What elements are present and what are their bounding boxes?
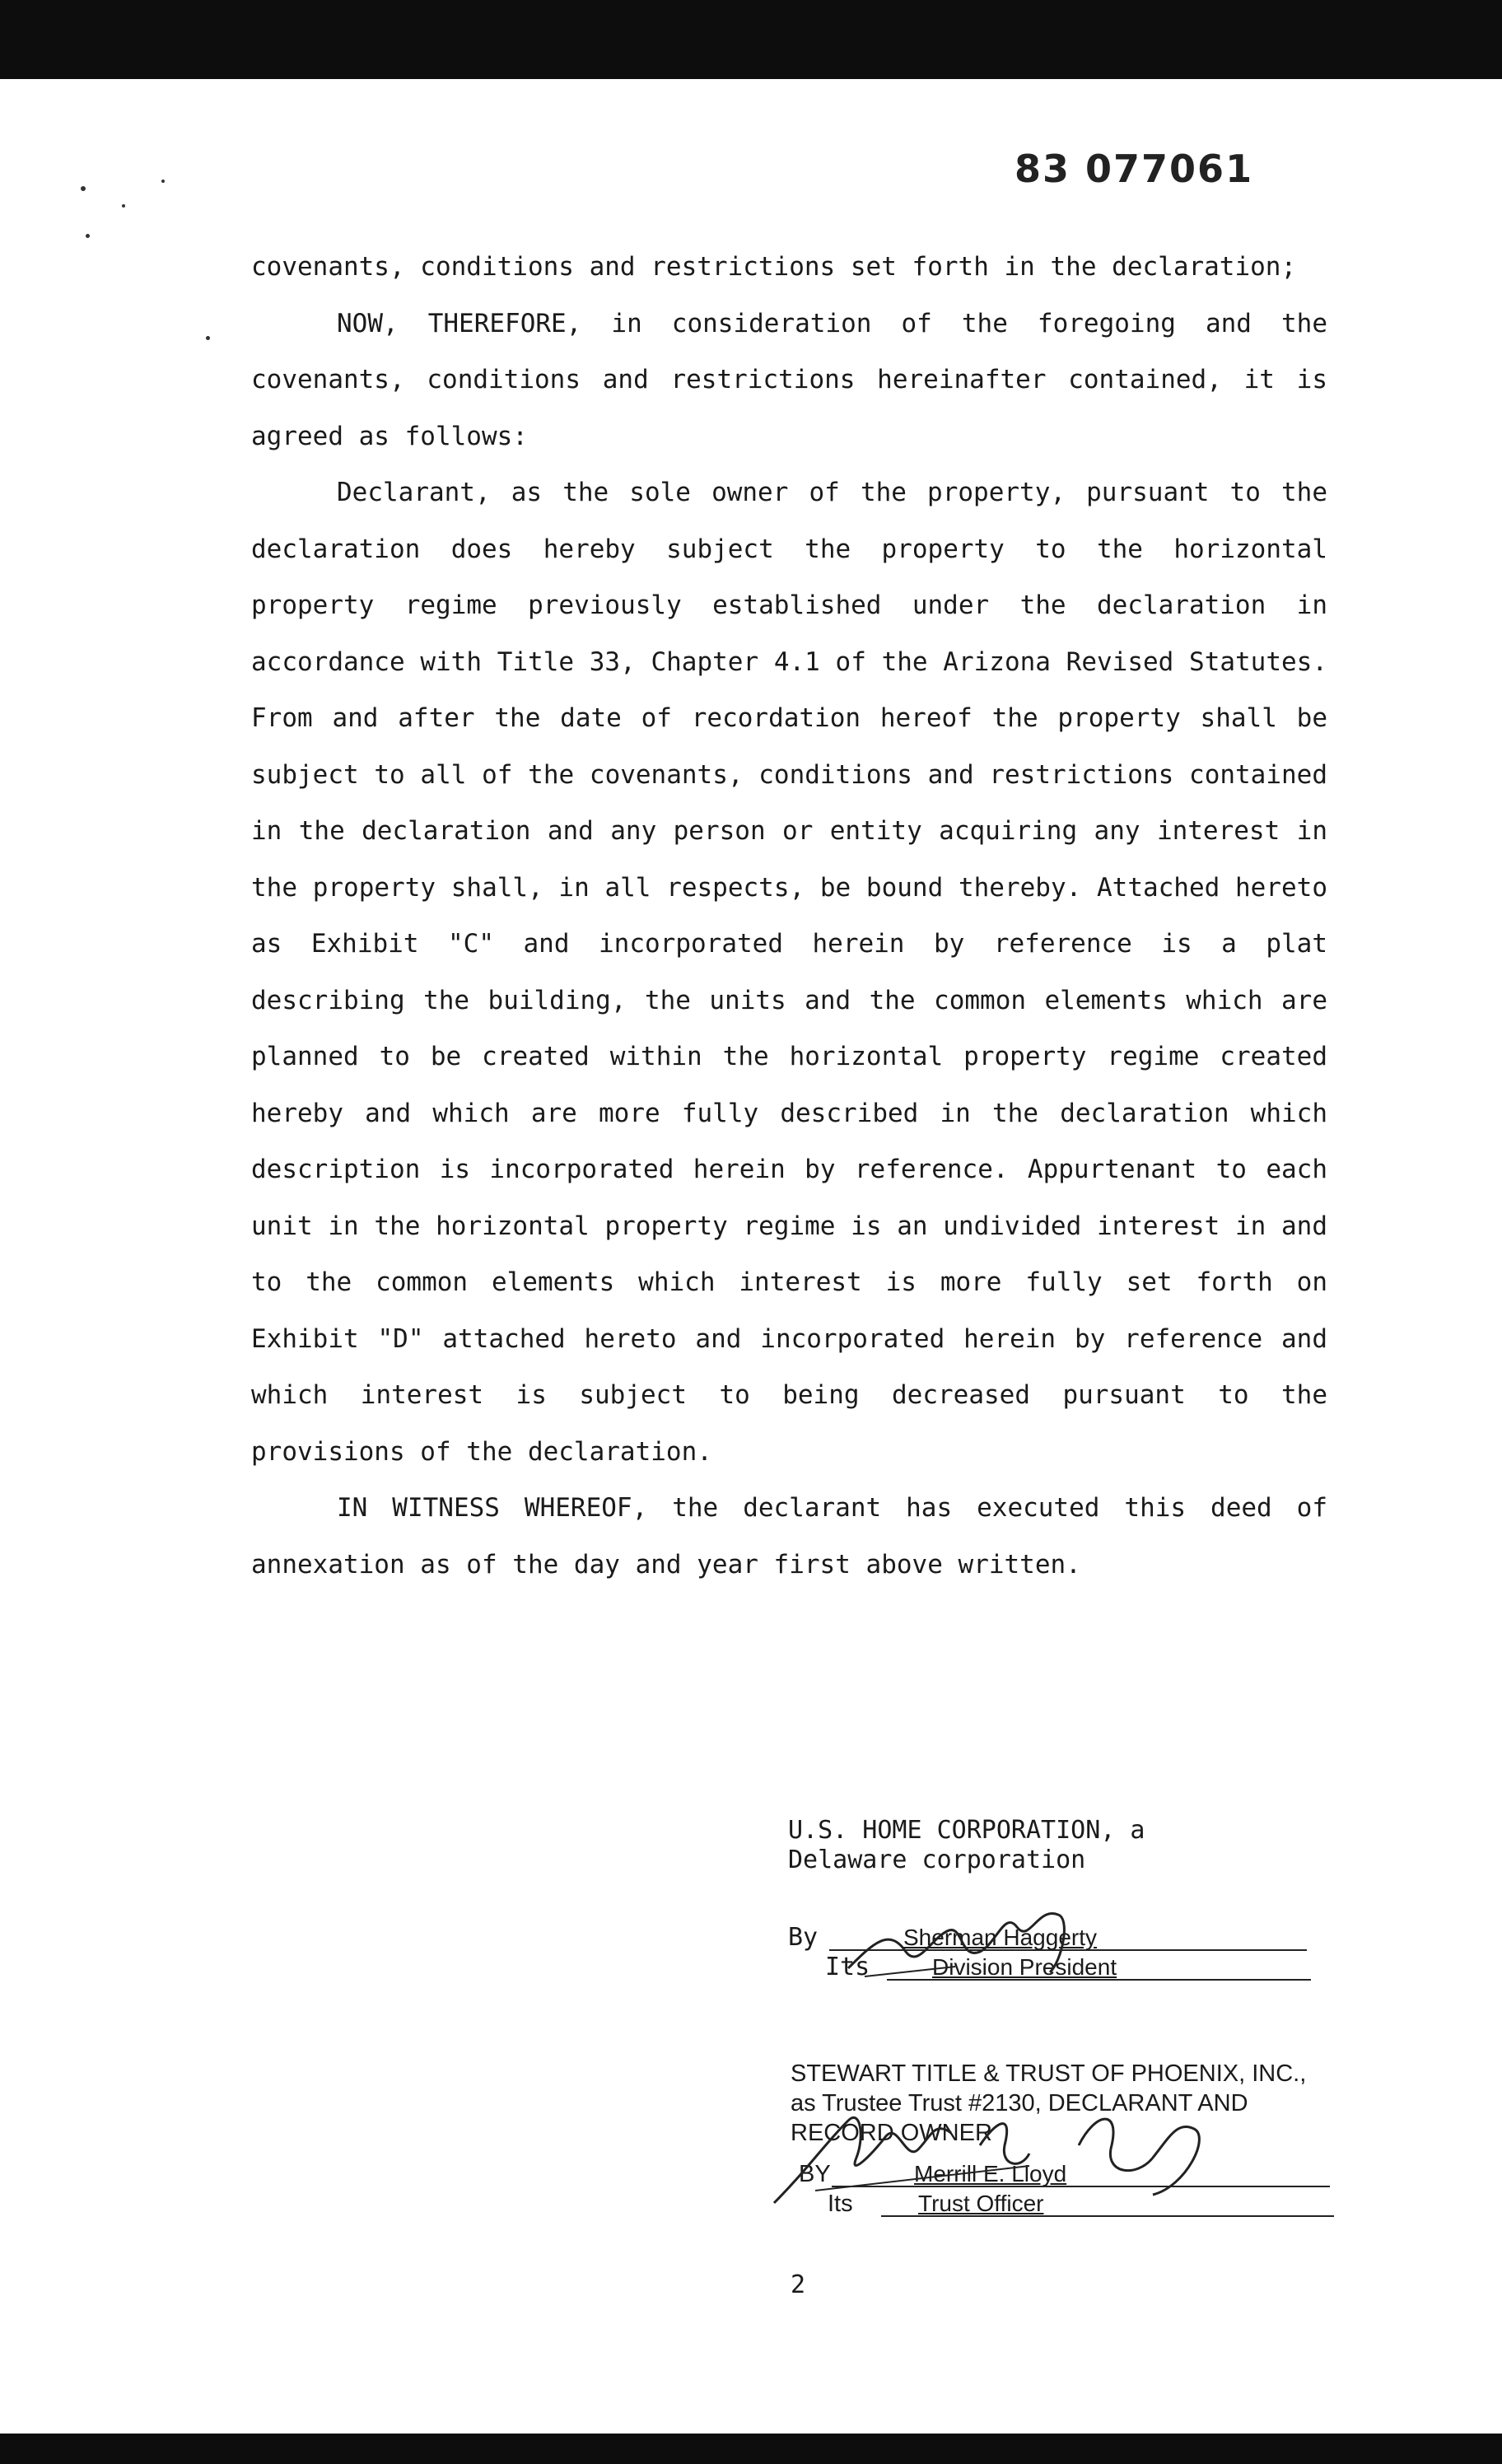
by-label: BY (799, 2161, 831, 2187)
scan-border-bottom (0, 2434, 1502, 2464)
signature-scribble (840, 1894, 1087, 1985)
paragraph: covenants, conditions and restrictions set forth in the declaration; (251, 252, 1297, 282)
scan-speck (81, 186, 86, 191)
document-body (251, 239, 1327, 1593)
signer-name: Sherman Haggerty (903, 1925, 1098, 1950)
trustee-name: STEWART TITLE & TRUST OF PHOENIX, INC., (791, 2060, 1307, 2087)
paragraph: Declarant, as the sole owner of the property, pursuant to the declaration does hereby subject the property to the horizontal property regime previously established under the declaration in accordance with Title 33, Chapter 4.1 of the Arizona Revised Statutes. From and after the date of recordation hereof the property shall be subject to all of the covenants, conditions and restrictions contained in the declaration and any person or entity acquiring any interest in the property shall, in all respects, be bound thereby. Attached hereto as Exhibit "C" and incorporated herein by reference is a plat describing the building, the units and the common elements which are planned to be created within the horizontal property regime created hereby and which are more fully described in the declaration which description is incorporated herein by reference. Appurtenant to each unit in the horizontal property regime is an undivided interest in and to the common elements which interest is more fully set forth on Exhibit "D" attached hereto and incorporated herein by reference and which interest is subject to being decreased pursuant to the provisions of the declaration. (251, 478, 1327, 1467)
its-label: Its (828, 2191, 853, 2217)
scan-speck (122, 204, 125, 208)
document-number: 83 077061 (1015, 147, 1254, 191)
scan-speck (206, 336, 210, 340)
company-name: U.S. HOME CORPORATION, a (788, 1816, 1145, 1845)
paragraph: NOW, THEREFORE, in consideration of the foregoing and the covenants, conditions and restrictions hereinafter contained, it is agreed as follows: (251, 308, 1327, 451)
trustee-role: RECORD OWNER (791, 2120, 992, 2146)
signer-title: Division President (932, 1954, 1117, 1980)
signature-scribble (766, 2088, 1243, 2211)
page-number: 2 (791, 2270, 806, 2299)
scan-speck (86, 234, 90, 238)
trustee-capacity: as Trustee Trust #2130, DECLARANT AND (791, 2090, 1248, 2116)
by-label: By (788, 1923, 819, 1952)
scan-border-top (0, 0, 1502, 79)
signer-name: Merrill E. Lloyd (914, 2161, 1067, 2186)
paragraph: IN WITNESS WHEREOF, the declarant has executed this deed of annexation as of the day and year first above written. (251, 1493, 1327, 1580)
signer-title: Trust Officer (918, 2191, 1044, 2216)
scan-speck (161, 180, 165, 183)
its-label: Its (825, 1953, 870, 1981)
company-type: Delaware corporation (788, 1846, 1086, 1874)
